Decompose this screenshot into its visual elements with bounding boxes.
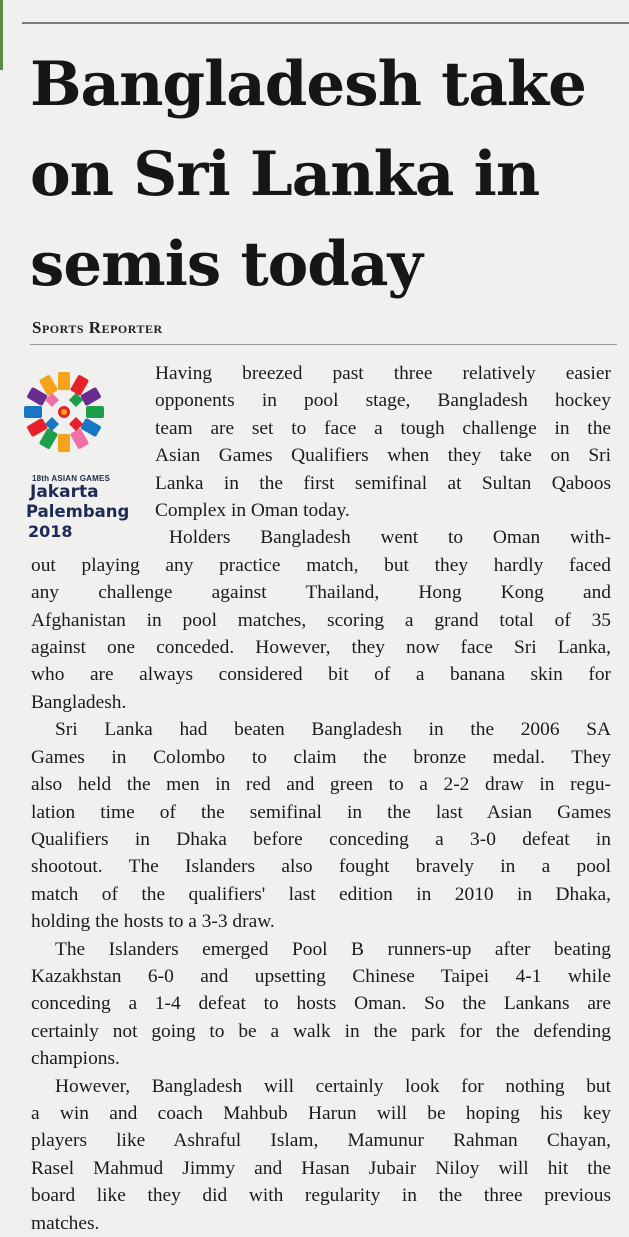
body-line: Lanka in the first semifinal at Sultan Qaboos <box>155 472 611 494</box>
body-line: Complex in Oman today. <box>155 500 350 522</box>
body-line: conceding a 1-4 defeat to hosts Oman. So the Lankans are <box>31 993 611 1015</box>
body-line: holding the hosts to a 3-3 draw. <box>31 911 275 933</box>
body-line: The Islanders emerged Pool B runners-up after beating <box>55 938 611 960</box>
body-line: Afghanistan in pool matches, scoring a grand total of 35 <box>31 609 611 631</box>
body-line: out playing any practice match, but they hardly faced <box>31 554 611 576</box>
article-body <box>31 360 611 1237</box>
headline-line: Bangladesh take <box>30 49 586 120</box>
body-line: matches. <box>31 1212 100 1234</box>
body-line: Holders Bangladesh went to Oman with- <box>169 527 611 549</box>
headline-line: semis today <box>30 229 422 300</box>
body-line: opponents in pool stage, Bangladesh hockey <box>155 390 611 412</box>
body-line: Qualifiers in Dhaka before conceding a 3-0 defeat in <box>31 828 611 850</box>
body-line: Sri Lanka had beaten Bangladesh in the 2006 SA <box>55 719 611 741</box>
headline <box>30 40 620 310</box>
body-line: Games in Colombo to claim the bronze medal. They <box>31 746 611 768</box>
body-line: shootout. The Islanders also fought bravely in a pool <box>31 856 611 878</box>
logo-city-palembang: Palembang <box>26 502 130 521</box>
body-line: certainly not going to be a walk in the park for the defending <box>31 1020 611 1042</box>
body-line: However, Bangladesh will certainly look for nothing but <box>55 1075 611 1097</box>
byline-rule <box>30 344 617 345</box>
body-line: lation time of the semifinal in the last Asian Games <box>31 801 611 823</box>
body-line: Kazakhstan 6-0 and upsetting Chinese Taipei 4-1 while <box>31 965 611 987</box>
body-line: also held the men in red and green to a 2-2 draw in regu- <box>31 774 611 796</box>
body-line: who are always considered bit of a banana skin for <box>31 664 611 686</box>
logo-city-jakarta: Jakarta <box>30 482 99 502</box>
body-line: match of the qualifiers' last edition in 2010 in Dhaka, <box>31 883 611 905</box>
body-line: Asian Games Qualifiers when they take on Sri <box>155 445 611 467</box>
body-line: Having breezed past three relatively easier <box>155 363 611 384</box>
logo-edition: 18th ASIAN GAMES <box>32 474 111 483</box>
headline-line: on Sri Lanka in <box>30 139 540 210</box>
body-line: against one conceded. However, they now face Sri Lanka, <box>31 637 611 659</box>
top-rule <box>22 22 629 24</box>
body-line: champions. <box>31 1048 120 1070</box>
logo-year: 2018 <box>28 522 73 541</box>
body-line: Rasel Mahmud Jimmy and Hasan Jubair Niloy will hit the <box>31 1157 611 1179</box>
body-line: any challenge against Thailand, Hong Kong and <box>31 582 611 604</box>
body-line: a win and coach Mahbub Harun will be hoping his key <box>31 1102 611 1124</box>
byline: Sports Reporter <box>32 318 163 337</box>
column-edge-rule <box>0 0 3 70</box>
body-line: team are set to face a tough challenge in the <box>155 417 611 439</box>
body-line: players like Ashraful Islam, Mamunur Rahman Chayan, <box>31 1130 611 1152</box>
body-line: Bangladesh. <box>31 691 127 713</box>
body-line: board like they did with regularity in the three previous <box>31 1185 611 1207</box>
